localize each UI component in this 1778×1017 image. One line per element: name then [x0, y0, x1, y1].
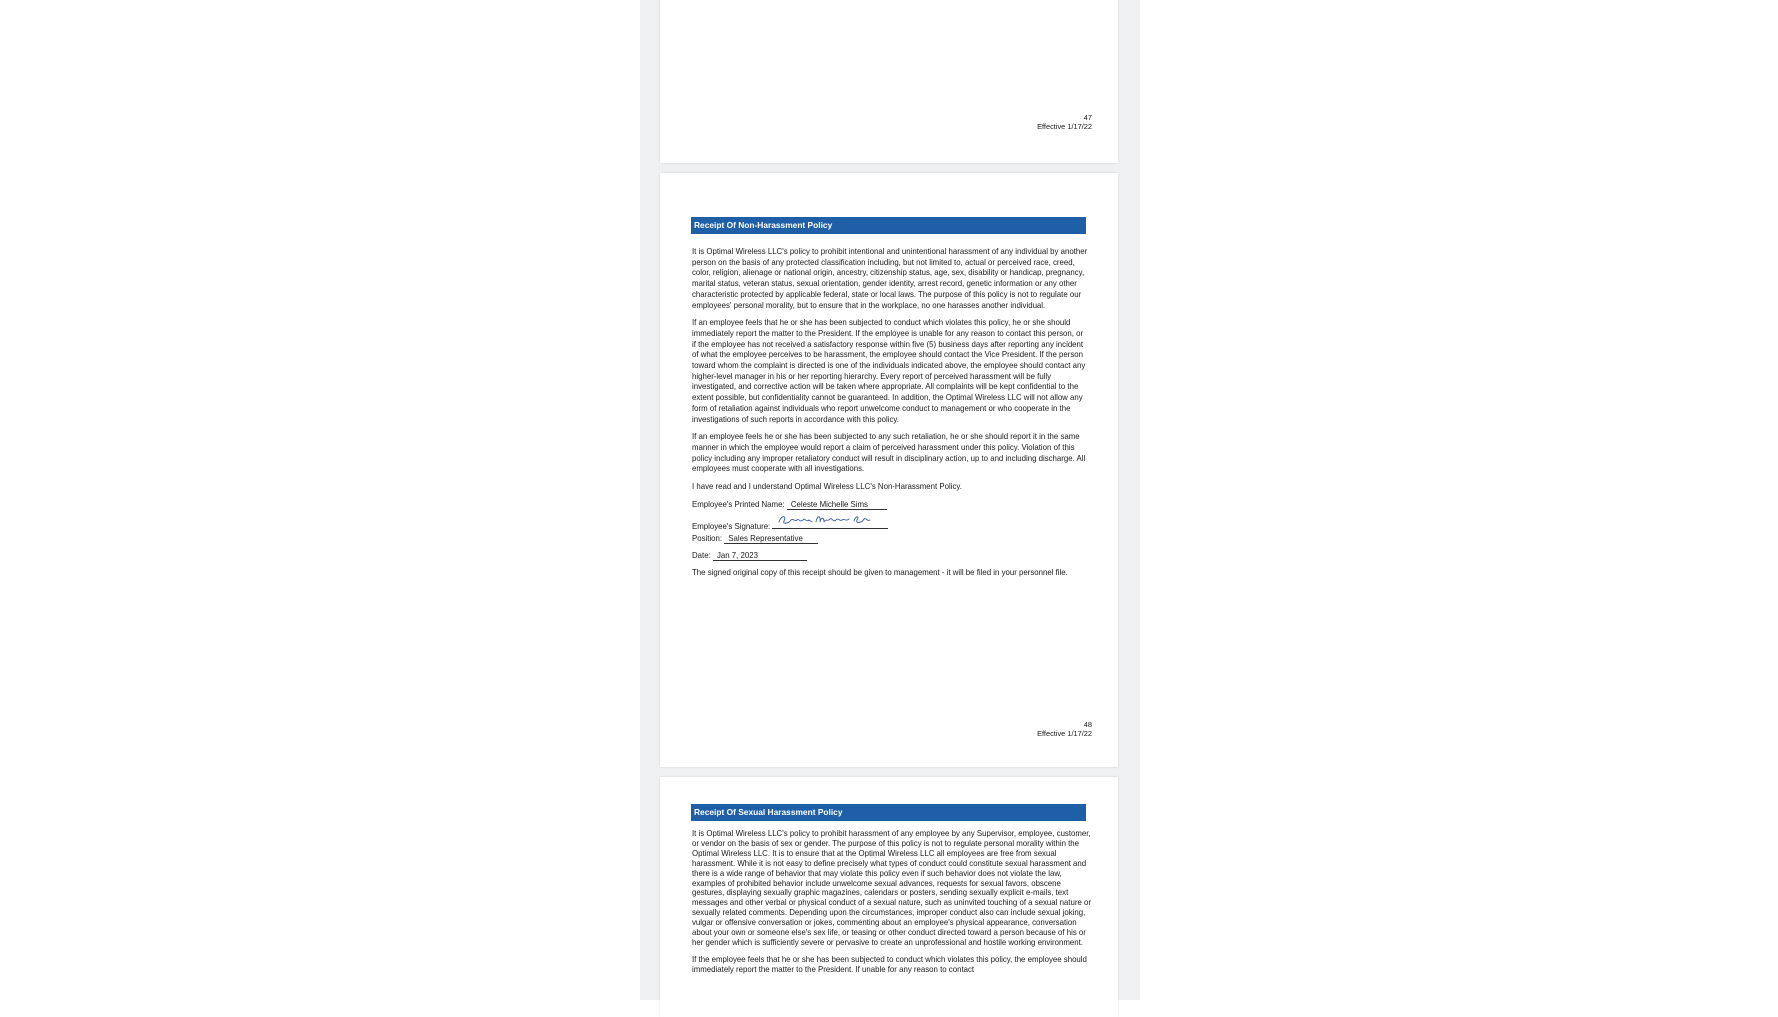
policy-paragraph: It is Optimal Wireless LLC's policy to prohibit intentional and unintentional harassment of any individual by another person on the basis of any protected classification including, but not limited to, actual or perceived race, creed, color, religion, alienage or national origin, ancestry, citizenship status, age, sex, disability or handicap, pregnancy, marital status, veteran status, sexual orientation, gender identity, arrest record, genetic information or any other characteristic protected by applicable federal, state or local laws. The purpose of this policy is not to regulate our employees' personal morality, but to ensure that in the workplace, no one harasses another individual. — [692, 247, 1088, 310]
policy-paragraph: It is Optimal Wireless LLC's policy to prohibit harassment of any employee by any Supervisor, employee, customer, or vendor on the basis of sex or gender. The purpose of this policy is not to regulate personal morality within the Optimal Wireless LLC. It is to ensure that at the Optimal Wireless LLC all employees are free from sexual harassment. While it is not easy to define precisely what types of conduct could constitute sexual harassment and there is a wide range of behavior that may violate this policy even if such behavior does not violate the law, examples of prohibited behavior include unwelcome sexual advances, requests for sexual favors, obscene gestures, displaying sexually graphic magazines, calendars or posters, sending sexually explicit e-mails, text messages and other verbal or physical conduct of a sexual nature, such as uninvited touching of a sexual nature or sexually related comments. Depending upon the circumstances, improper conduct also can include sexual joking, vulgar or offensive conversation or jokes, commenting about an employee's physical appearance, conversation about your own or someone else's sex life, or teasing or other conduct directed toward a person because of his or her gender which is sufficiently severe or pervasive to create an unprofessional and hostile working environment. — [692, 829, 1091, 947]
position-label: Position: — [692, 533, 723, 543]
page-footer — [1037, 720, 1092, 738]
page-footer — [1037, 113, 1092, 131]
page-number: 48 — [1083, 720, 1092, 729]
closing-note: The signed original copy of this receipt should be given to management - it will be filed in your personnel file. — [692, 567, 1068, 577]
date-field: Jan 7, 2023 — [713, 551, 807, 561]
date-row — [692, 551, 1088, 562]
signature-row — [692, 517, 1088, 531]
policy-paragraph: If an employee feels he or she has been subjected to any such retaliation, he or she should report it in the same manner in which the employee would report a claim of perceived harassment under this policy. Violation of this policy including any improper retaliatory conduct will result in disciplinary action, up to and including discharge. All employees must cooperate with all investigations. — [692, 432, 1086, 474]
effective-date: Effective 1/17/22 — [1037, 729, 1092, 738]
policy-paragraph: If the employee feels that he or she has been subjected to conduct which violates this policy, the employee should immediately report the matter to the President. If unable for any reason to contact — [692, 954, 1087, 974]
policy-paragraph: If an employee feels that he or she has been subjected to conduct which violates this policy, he or she should immediately report the matter to the President. If the employee is unable for any reason to contact this person, or if the employee has not received a satisfactory response within five (5) business days after reporting any incident of what the employee perceives to be harassment, the employee should contact the Vice President. If the person toward whom the complaint is directed is one of the individuals indicated above, the employee should contact any higher-level manager in his or her reporting hierarchy. Every report of perceived harassment will be fully investigated, and corrective action will be taken where appropriate. All complaints will be kept confidential to the extent possible, but confidentiality cannot be guaranteed. In addition, the Optimal Wireless LLC will not allow any form of retaliation against individuals who report unwelcome conduct to management or who cooperate in the investigations of such reports in accordance with this policy. — [692, 318, 1086, 424]
section-title-bar: Receipt Of Sexual Harassment Policy — [691, 804, 1086, 821]
printed-name-label: Employee's Printed Name: — [692, 499, 785, 509]
policy-body — [692, 247, 1088, 585]
section-title-bar: Receipt Of Non-Harassment Policy — [691, 217, 1086, 234]
document-page-47 — [660, 0, 1118, 163]
position-row — [692, 534, 1088, 545]
position-field: Sales Representative — [724, 534, 818, 544]
effective-date: Effective 1/17/22 — [1037, 122, 1092, 131]
document-page-48 — [660, 173, 1118, 767]
policy-body — [692, 829, 1094, 982]
page-number: 47 — [1083, 113, 1092, 122]
printed-name-field: Celeste Michelle Sims — [787, 500, 887, 510]
signature-field — [772, 517, 888, 529]
signature-label: Employee's Signature: — [692, 521, 771, 531]
printed-name-row — [692, 500, 1088, 511]
handwritten-signature — [776, 513, 872, 527]
acknowledgement-statement: I have read and I understand Optimal Wireless LLC's Non-Harassment Policy. — [692, 482, 962, 492]
document-page-49 — [660, 777, 1118, 1017]
date-label: Date: — [692, 550, 711, 560]
